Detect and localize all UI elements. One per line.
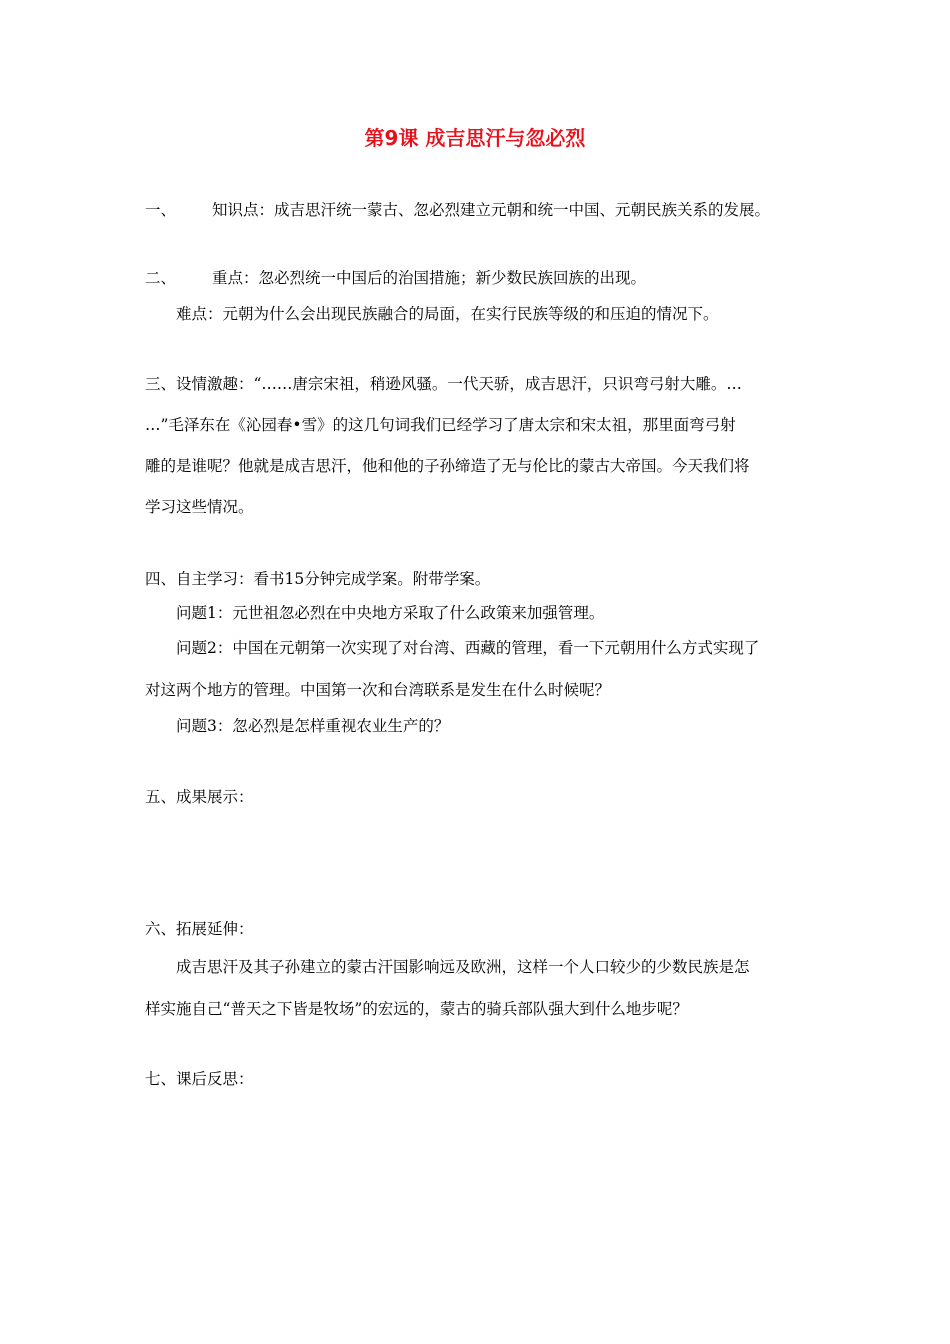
- section-4-question-2-line-1: 问题2：中国在元朝第一次实现了对台湾、西藏的管理，看一下元朝用什么方式实现了: [176, 639, 760, 657]
- section-2-key-points: 重点：忽必烈统一中国后的治国措施；新少数民族回族的出现。: [212, 269, 647, 287]
- page-title: 第9课 成吉思汗与忽必烈: [364, 126, 586, 150]
- section-4-question-2-line-2: 对这两个地方的管理。中国第一次和台湾联系是发生在什么时候呢？: [145, 681, 611, 699]
- section-5-heading: 五、成果展示：: [145, 788, 254, 806]
- section-6-line-2: 样实施自己“普天之下皆是牧场”的宏远的，蒙古的骑兵部队强大到什么地步呢？: [145, 1000, 688, 1018]
- section-3-line-4: 学习这些情况。: [145, 498, 254, 516]
- section-2-difficulty: 难点：元朝为什么会出现民族融合的局面，在实行民族等级的和压迫的情况下。: [176, 305, 719, 323]
- section-4-question-3: 问题3：忽必烈是怎样重视农业生产的？: [176, 717, 450, 735]
- section-2-number: 二、: [145, 269, 177, 287]
- section-4-heading: 四、自主学习：看书15分钟完成学案。附带学案。: [145, 570, 491, 588]
- section-6-line-1: 成吉思汗及其子孙建立的蒙古汗国影响远及欧洲，这样一个人口较少的少数民族是怎: [176, 958, 750, 976]
- section-2: [145, 266, 810, 290]
- section-3-line-1: 三、设情激趣：“……唐宗宋祖，稍逊风骚。一代天骄，成吉思汗，只识弯弓射大雕。…: [145, 375, 742, 393]
- section-4-question-1: 问题1：元世祖忽必烈在中央地方采取了什么政策来加强管理。: [176, 604, 605, 622]
- section-1-text: 知识点：成吉思汗统一蒙古、忽必烈建立元朝和统一中国、元朝民族关系的发展。: [212, 201, 771, 219]
- section-7-heading: 七、课后反思：: [145, 1070, 254, 1088]
- section-1: [145, 198, 810, 222]
- section-6-heading: 六、拓展延伸：: [145, 920, 254, 938]
- section-3-line-2: …”毛泽东在《沁园春•雪》的这几句词我们已经学习了唐太宗和宋太祖，那里面弯弓射: [145, 416, 736, 434]
- section-1-number: 一、: [145, 201, 177, 219]
- section-3-line-3: 雕的是谁呢？他就是成吉思汗，他和他的子孙缔造了无与伦比的蒙古大帝国。今天我们将: [145, 457, 750, 475]
